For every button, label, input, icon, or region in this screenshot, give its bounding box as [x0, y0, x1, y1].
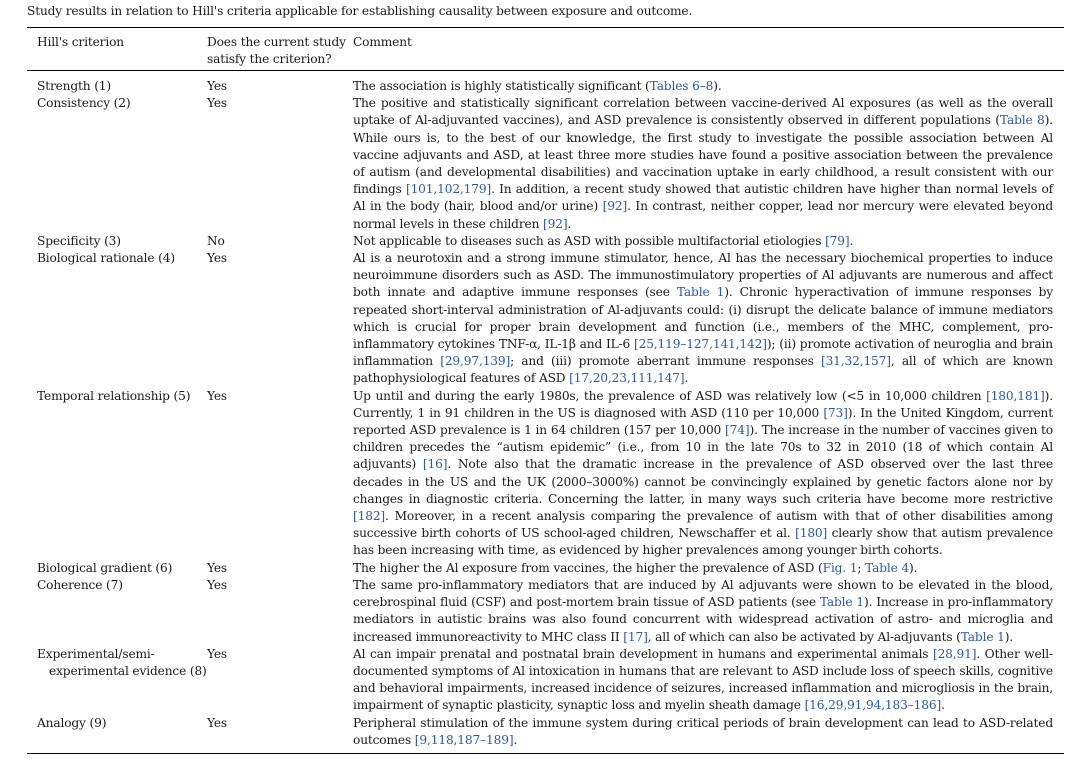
- comment-cell: [353, 233, 1053, 250]
- comment-text: ).: [1004, 629, 1014, 644]
- table-body: [27, 71, 1064, 753]
- comment-text: clearly show that autism prevalence has been increasing with time, as evidenced by higher prevalences among younger birth cohorts.: [353, 526, 1054, 558]
- criterion-label: Analogy (9): [37, 715, 107, 730]
- comment-text: Al is a neurotoxin and a strong immune stimulator, hence, Al has the necessary biochemical properties to induce neuroimmune disorders such as ASD. The immunostimulatory properties of Al adjuvants are numerous and affect both innate and adaptive immune responses (see: [353, 251, 1053, 300]
- header-satisfy-line1: Does the current study: [207, 35, 346, 49]
- criterion-cell: [27, 715, 207, 749]
- citation-link[interactable]: Tables 6–8: [649, 79, 714, 93]
- comment-text: . In addition, a recent study showed that autistic children have higher than normal levels of Al in the body (hair, blood and/or urine): [353, 182, 1053, 214]
- criterion-cell: [27, 577, 207, 646]
- citation-link[interactable]: [31,32,157]: [820, 354, 891, 369]
- comment-text: ). The increase in the number of vaccines given to children precedes the “autism epidemic” (i.e., from 10 in the late 70s to 32 in 2010 (18 of which contain Al adjuvants): [353, 423, 1053, 472]
- criterion-label: Specificity (3): [37, 233, 121, 248]
- satisfy-cell: Yes: [207, 79, 228, 93]
- comment-text: ). Chronic hyperactivation of immune responses by repeated short-interval administration of Al-adjuvants could: (i) disrupt the delicate balance of immune mediators which is crucial for proper brain development and function (i.e., members of the MHC, complement, pro-inflammatory cytokines TNF-α, IL-1β and IL-6: [353, 285, 1053, 352]
- criterion-label: Coherence (7): [37, 577, 123, 592]
- comment-cell: [353, 715, 1053, 749]
- comment-text: ; and (iii) promote aberrant immune responses: [510, 354, 821, 369]
- table-row: [27, 715, 1064, 749]
- criterion-label-continued: experimental evidence (8): [49, 663, 207, 678]
- table-bottom-rule: [27, 753, 1064, 754]
- comment-text: ). While ours is, to the best of our knowledge, the first study to investigate the possible association between Al vaccine adjuvants and ASD, at least three more studies have found a positive association between the prevalence of autism (and developmental disabilities) and vaccination uptake in early childhood, a result consistent with our findings: [353, 113, 1053, 197]
- criterion-label: Experimental/semi-: [37, 646, 155, 661]
- table-caption: Study results in relation to Hill's criteria applicable for establishing causality between exposure and outcome.: [27, 4, 693, 18]
- table-row: [27, 577, 1064, 646]
- comment-text: Up until and during the early 1980s, the prevalence of ASD was relatively low (<5 in 10,000 children: [353, 388, 987, 403]
- citation-link[interactable]: [16,29,91,94,183–186]: [804, 698, 942, 713]
- criterion-cell: [27, 646, 207, 715]
- table-row: [27, 388, 1064, 560]
- table-row: [27, 646, 1064, 715]
- comment-cell: [353, 560, 1053, 577]
- citation-link[interactable]: Table 1: [960, 629, 1005, 644]
- citation-link[interactable]: Table 4: [865, 560, 910, 575]
- criterion-cell: [27, 233, 207, 250]
- criterion-cell: [27, 388, 207, 560]
- comment-cell: [353, 78, 1053, 95]
- citation-link[interactable]: [25,119–127,141,142]: [634, 337, 767, 352]
- citation-link[interactable]: [28,91]: [932, 646, 977, 661]
- citation-link[interactable]: Table 1: [819, 595, 864, 610]
- comment-text: .: [567, 216, 572, 231]
- comment-text: The higher the Al exposure from vaccines, the higher the prevalence of ASD (: [353, 560, 823, 575]
- comment-text: . Other well-documented symptoms of Al intoxication in humans that are relevant to ASD include loss of speech skills, cognitive and behavioral impairments, increased incidence of seizures, increased inflammation and microgliosis in the brain, impairment of synaptic plasticity, synaptic loss and myelin sheath damage: [353, 646, 1053, 713]
- satisfy-cell: Yes: [207, 388, 228, 403]
- table-row: [27, 560, 1064, 577]
- header-comment: Comment: [353, 35, 412, 49]
- comment-text: ). In the United Kingdom, current reported ASD prevalence is 1 in 64 children (157 per 10,000: [353, 405, 1053, 438]
- table-row: [27, 95, 1064, 233]
- table-row: [27, 250, 1064, 388]
- comment-text: .: [849, 233, 854, 248]
- satisfy-cell: Yes: [207, 96, 228, 111]
- satisfy-cell: Yes: [207, 251, 228, 266]
- table-row: [27, 78, 1064, 95]
- comment-cell: [353, 95, 1053, 233]
- comment-text: ); (ii) promote activation of neuroglia and brain inflammation: [353, 337, 1053, 369]
- citation-link[interactable]: [182]: [353, 509, 386, 524]
- criterion-cell: [27, 95, 207, 233]
- comment-cell: [353, 646, 1053, 715]
- header-satisfy: [207, 34, 353, 70]
- comment-text: .: [684, 371, 689, 386]
- comment-text: ). Currently, 1 in 91 children in the US is diagnosed with ASD (110 per 10,000: [353, 388, 1053, 420]
- hill-criteria-table: [27, 27, 1064, 754]
- comment-cell: [353, 388, 1053, 560]
- comment-text: The positive and statistically significant correlation between vaccine-derived Al exposures (as well as the overall uptake of Al-adjuvanted vaccines), and ASD prevalence is consistently observed in different populations (: [353, 96, 1053, 128]
- criterion-label: Consistency (2): [37, 96, 131, 111]
- criterion-label: Biological gradient (6): [37, 560, 173, 575]
- comment-text: .: [513, 732, 518, 747]
- comment-text: The same pro-inflammatory mediators that are induced by Al adjuvants were shown to be elevated in the blood, cerebrospinal fluid (CSF) and post-mortem brain tissue of ASD patients (see: [353, 577, 1053, 610]
- criterion-label: Biological rationale (4): [37, 251, 175, 266]
- citation-link[interactable]: [180,181]: [986, 388, 1045, 403]
- citation-link[interactable]: [74]: [725, 423, 750, 438]
- citation-link[interactable]: [92]: [602, 199, 628, 214]
- citation-link[interactable]: Table 8: [999, 113, 1045, 128]
- comment-text: ).: [713, 79, 722, 93]
- citation-link[interactable]: [17]: [623, 629, 648, 644]
- comment-text: . In contrast, neither copper, lead nor mercury were elevated beyond normal levels in these children: [353, 199, 1053, 231]
- citation-link[interactable]: [79]: [825, 233, 850, 248]
- citation-link[interactable]: Fig. 1: [822, 560, 858, 575]
- comment-text: ).: [909, 560, 918, 575]
- comment-text: . Note also that the dramatic increase in the prevalence of ASD observed over the last three decades in the US and the UK (2000–3000%) cannot be convincingly explained by genetic factors alone nor by changes in diagnostic criteria. Concerning the latter, in many ways such criteria have become more restrictive: [353, 457, 1054, 506]
- comment-text: ). Increase in pro-inflammatory mediators in autistic brains was also found concurrent with widespread activation of astro- and microglia and increased immunoreactivity to MHC class II: [353, 595, 1053, 644]
- citation-link[interactable]: [101,102,179]: [405, 182, 492, 197]
- comment-text: Al can impair prenatal and postnatal brain development in humans and experimental animals: [353, 646, 933, 661]
- comment-text: , all of which can also be activated by Al-adjuvants (: [647, 629, 961, 644]
- comment-text: . Moreover, in a recent analysis comparing the prevalence of autism with that of other disabilities among successive birth cohorts of US school-aged children, Newschaffer et al.: [353, 509, 1053, 541]
- comment-text: Not applicable to diseases such as ASD with possible multifactorial etiologies: [353, 233, 826, 248]
- citation-link[interactable]: [92]: [543, 216, 568, 231]
- citation-link[interactable]: [17,20,23,111,147]: [569, 371, 685, 386]
- comment-cell: [353, 250, 1053, 388]
- citation-link[interactable]: [16]: [422, 457, 448, 472]
- criterion-cell: [27, 560, 207, 577]
- comment-text: The association is highly statistically significant (: [353, 79, 650, 93]
- table-row: [27, 233, 1064, 250]
- citation-link[interactable]: [180]: [795, 526, 828, 541]
- header-satisfy-line2: satisfy the criterion?: [207, 52, 332, 67]
- criterion-cell: [27, 78, 207, 95]
- table-header: [27, 28, 1064, 70]
- criterion-label: Temporal relationship (5): [37, 388, 191, 403]
- citation-link[interactable]: [9,118,187–189]: [414, 732, 514, 747]
- satisfy-cell: Yes: [207, 560, 228, 575]
- satisfy-cell: Yes: [207, 577, 228, 592]
- citation-link[interactable]: [73]: [823, 405, 848, 420]
- comment-text: .: [941, 698, 945, 713]
- satisfy-cell: Yes: [207, 646, 228, 661]
- comment-cell: [353, 577, 1053, 646]
- comment-text: Peripheral stimulation of the immune system during critical periods of brain development can lead to ASD-related outcomes: [353, 715, 1053, 747]
- satisfy-cell: Yes: [207, 715, 228, 730]
- header-criterion: Hill's criterion: [37, 35, 124, 49]
- citation-link[interactable]: Table 1: [676, 285, 725, 300]
- comment-text: ;: [857, 560, 866, 575]
- citation-link[interactable]: [29,97,139]: [440, 354, 511, 369]
- comment-text: , all of which are known pathophysiological features of ASD: [353, 354, 1053, 386]
- criterion-label: Strength (1): [37, 79, 112, 93]
- criterion-cell: [27, 250, 207, 388]
- satisfy-cell: No: [207, 233, 225, 248]
